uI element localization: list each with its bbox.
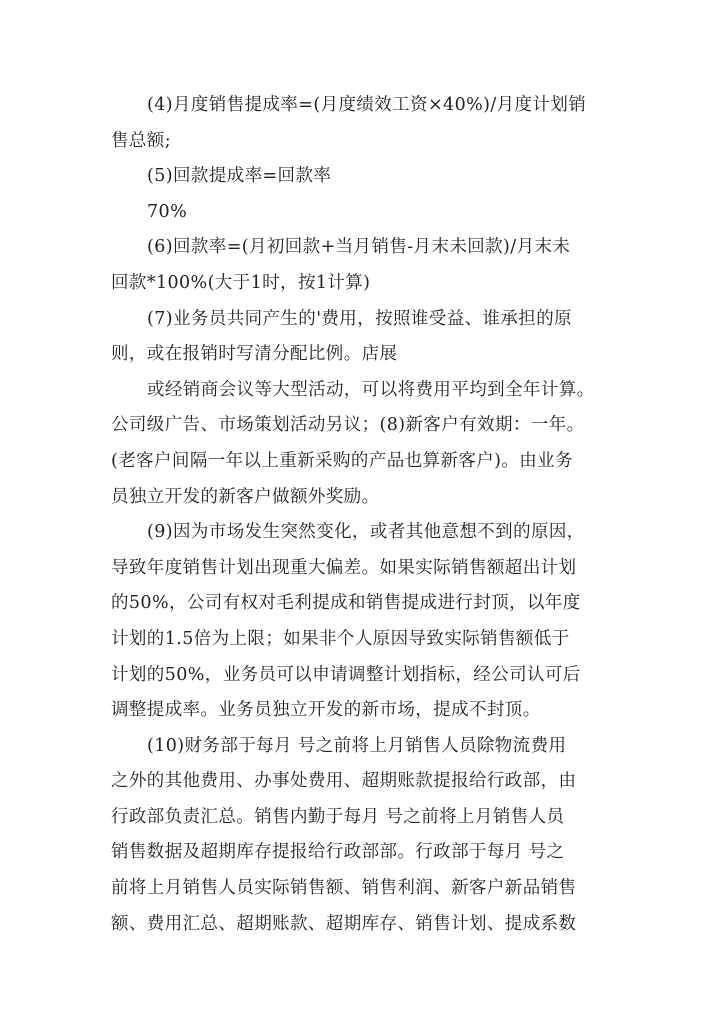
text-line: 行政部负责汇总。销售内勤于每月 号之前将上月销售人员 xyxy=(111,806,565,827)
text-line: (10)财务部于每月 号之前将上月销售人员除物流费用 xyxy=(147,735,567,756)
text-line: 公司级广告、市场策划活动另议；(8)新客户有效期：一年。 xyxy=(111,415,585,436)
text-line: 调整提成率。业务员独立开发的新市场，提成不封顶。 xyxy=(111,700,541,721)
text-line: (9)因为市场发生突然变化，或者其他意想不到的原因， xyxy=(147,522,585,543)
text-line: 或经销商会议等大型活动，可以将费用平均到全年计算。 xyxy=(147,379,595,400)
text-line: 之外的其他费用、办事处费用、超期账款提报给行政部，由 xyxy=(111,771,577,792)
text-line: 的50%，公司有权对毛利提成和销售提成进行封顶，以年度 xyxy=(111,593,581,614)
text-line: 额、费用汇总、超期账款、超期库存、销售计划、提成系数 xyxy=(111,913,577,934)
text-line: 计划的50%，业务员可以申请调整计划指标，经公司认可后 xyxy=(111,664,581,685)
text-line: (4)月度销售提成率=(月度绩效工资×40%)/月度计划销 xyxy=(147,95,587,115)
text-line: 前将上月销售人员实际销售额、销售利润、新客户新品销售 xyxy=(111,878,577,899)
text-line: (7)业务员共同产生的'费用，按照谁受益、谁承担的原 xyxy=(147,308,572,329)
text-line: 导致年度销售计划出现重大偏差。如果实际销售额超出计划 xyxy=(111,557,577,578)
text-line: (老客户间隔一年以上重新采购的产品也算新客户)。由业务 xyxy=(111,450,573,471)
text-line: 计划的1.5倍为上限；如果非个人原因导致实际销售额低于 xyxy=(111,628,570,649)
document-body xyxy=(111,88,616,942)
text-line: 回款*100%(大于1时，按1计算) xyxy=(111,272,371,293)
text-line: 员独立开发的新客户做额外奖励。 xyxy=(111,486,380,507)
text-line: (6)回款率=(月初回款+当月销售-月末未回款)/月末未 xyxy=(147,237,571,258)
text-line: 则，或在报销时写清分配比例。店展 xyxy=(111,344,398,365)
text-line: (5)回款提成率=回款率 xyxy=(147,166,332,187)
text-line: 销售数据及超期库存提报给行政部部。行政部于每月 号之 xyxy=(111,842,565,863)
text-line: 70% xyxy=(147,201,188,222)
text-line: 售总额; xyxy=(111,130,171,151)
